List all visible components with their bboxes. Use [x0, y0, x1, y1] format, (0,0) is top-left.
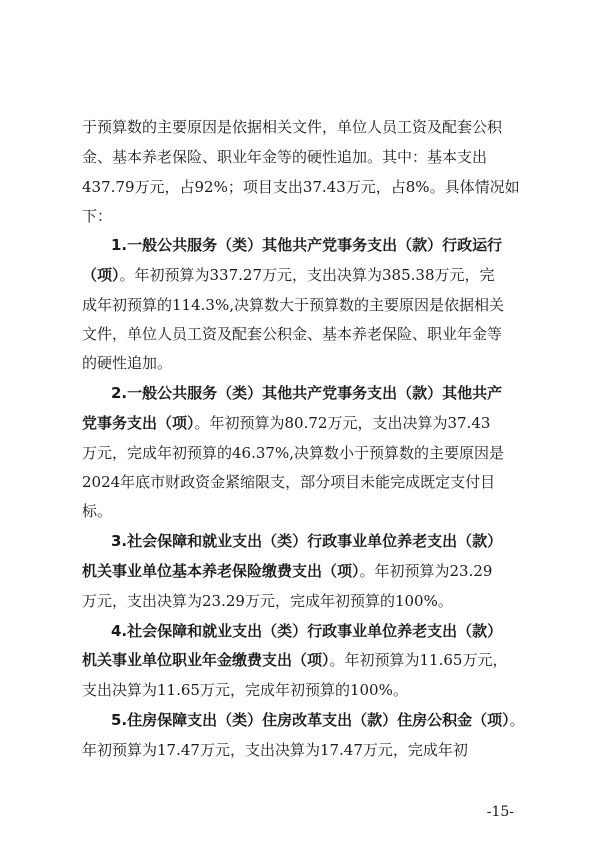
item-heading: 4.社会保障和就业支出（类）行政事业单位养老支出（款） [111, 622, 503, 640]
item-heading: 机关事业单位基本养老保险缴费支出（项） [82, 562, 360, 580]
body-text-line: 金、基本养老保险、职业年金等的硬性追加。其中：基本支出 [82, 148, 488, 166]
body-text-line: 标。 [82, 502, 113, 520]
item-heading: 2.一般公共服务（类）其他共产党事务支出（款）其他共产 [111, 384, 503, 402]
body-text-line: 文件，单位人员工资及配套公积金、基本养老保险、职业年金等 [82, 325, 503, 343]
body-text: 。年初预算为80.72万元，支出决算为37.43 [194, 414, 491, 432]
body-text-line: 下： [82, 207, 113, 225]
body-text-line: 万元，支出决算为23.29万元，完成年初预算的100%。 [82, 592, 453, 610]
body-text: 。年初预算为11.65万元， [329, 651, 508, 669]
body-text-line [111, 707, 525, 733]
body-text-line: 支出决算为11.65万元，完成年初预算的100%。 [82, 681, 408, 699]
item-heading: 5.住房保障支出（类）住房改革支出（款）住房公积金（项） [111, 711, 510, 729]
body-text-line: 于预算数的主要原因是依据相关文件，单位人员工资及配套公积 [82, 118, 503, 136]
body-text-line: 成年初预算的114.3%,决算数大于预算数的主要原因是依据相关 [82, 296, 504, 314]
item-heading: 3.社会保障和就业支出（类）行政事业单位养老支出（款） [111, 532, 503, 550]
page-number: -15- [486, 804, 514, 820]
body-text-line [82, 647, 522, 673]
body-text-line [82, 410, 522, 436]
item-heading: 1.一般公共服务（类）其他共产党事务支出（款）行政运行 [111, 236, 503, 254]
body-text-line: 的硬性追加。 [82, 354, 173, 372]
body-text: 。 [509, 711, 525, 729]
body-text-line: 万元，完成年初预算的46.37%,决算数小于预算数的主要原因是 [82, 444, 504, 462]
body-text-line [82, 558, 522, 584]
body-text-line: 年初预算为17.47万元，支出决算为17.47万元，完成年初 [82, 741, 468, 759]
item-heading: （项） [82, 266, 120, 284]
body-text-line: 437.79万元，占92%；项目支出37.43万元，占8%。具体情况如 [82, 178, 520, 196]
body-text: 。年初预算为23.29 [359, 562, 493, 580]
item-heading: 党事务支出（项） [82, 414, 195, 432]
body-text: 。年初预算为337.27万元，支出决算为385.38万元，完 [119, 266, 495, 284]
body-text-line [82, 262, 522, 288]
body-text-line: 2024年底市财政资金紧缩限支，部分项目未能完成既定支付目 [82, 473, 496, 491]
item-heading: 机关事业单位职业年金缴费支出（项） [82, 651, 330, 669]
